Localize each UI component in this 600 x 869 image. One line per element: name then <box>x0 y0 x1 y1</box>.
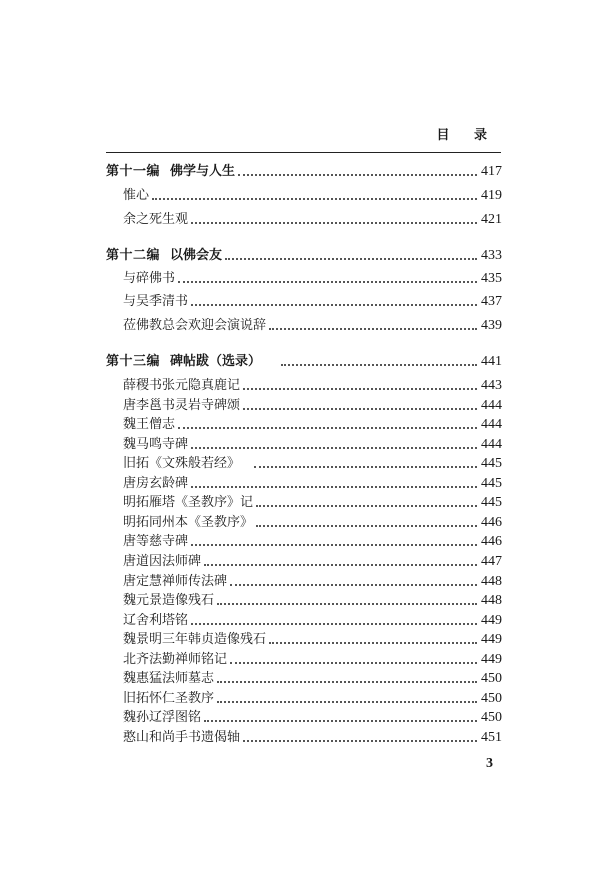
entry-page: 445 <box>481 495 502 510</box>
section-page: 433 <box>481 248 502 263</box>
entry-page: 449 <box>481 652 502 667</box>
entry-title: 与碎佛书 <box>123 271 176 286</box>
entry-title: 魏王僧志 <box>123 417 176 432</box>
dot-leader <box>152 198 477 200</box>
dot-leader <box>217 701 477 703</box>
toc-entry[interactable] <box>106 687 502 707</box>
dot-leader <box>191 623 477 625</box>
toc-entry[interactable] <box>106 433 502 453</box>
entry-page: 439 <box>481 318 502 333</box>
section-name: 碑帖跋（选录） <box>170 354 262 369</box>
section-label: 第十二编 <box>106 248 161 263</box>
section-name: 佛学与人生 <box>170 164 236 179</box>
toc-entry[interactable] <box>106 609 502 629</box>
entry-title: 旧拓《文殊般若经》 <box>123 456 241 471</box>
dot-leader <box>243 388 477 390</box>
dot-leader <box>243 740 477 742</box>
dot-leader <box>217 603 477 605</box>
toc-entry[interactable] <box>106 374 502 394</box>
entry-page: 448 <box>481 593 502 608</box>
dot-leader <box>191 304 477 306</box>
header-title: 目 录 <box>436 128 497 143</box>
entry-title: 魏景明三年韩贞造像残石 <box>123 632 267 647</box>
entry-title: 旧拓怀仁圣教序 <box>123 691 215 706</box>
toc-entry[interactable] <box>106 570 502 590</box>
entry-title: 薛稷书张元隐真鹿记 <box>123 378 241 393</box>
entry-title: 唐定慧禅师传法碑 <box>123 574 228 589</box>
dot-leader <box>256 525 477 527</box>
toc-entry[interactable] <box>106 452 502 472</box>
entry-title: 明拓雁塔《圣教序》记 <box>123 495 254 510</box>
dot-leader <box>254 466 477 468</box>
dot-leader <box>238 174 477 176</box>
page-number: 3 <box>486 756 493 771</box>
entry-page: 419 <box>481 188 502 203</box>
dot-leader <box>191 447 477 449</box>
entry-title: 惟心 <box>123 188 150 203</box>
entry-title: 憨山和尚手书遗偈轴 <box>123 730 241 745</box>
dot-leader <box>243 408 477 410</box>
entry-title: 魏惠猛法师墓志 <box>123 671 215 686</box>
dot-leader <box>204 564 477 566</box>
entry-page: 437 <box>481 294 502 309</box>
entry-page: 450 <box>481 710 502 725</box>
toc-entry[interactable] <box>106 184 502 204</box>
toc-entry[interactable] <box>106 706 502 726</box>
entry-title: 余之死生观 <box>123 212 189 227</box>
toc-entry[interactable] <box>106 667 502 687</box>
entry-page: 450 <box>481 671 502 686</box>
dot-leader <box>191 486 477 488</box>
entry-page: 448 <box>481 574 502 589</box>
entry-title: 明拓同州本《圣教序》 <box>123 515 254 530</box>
entry-page: 445 <box>481 456 502 471</box>
section-label: 第十三编 <box>106 354 161 369</box>
entry-page: 449 <box>481 613 502 628</box>
dot-leader <box>281 364 477 366</box>
toc-entry[interactable] <box>106 511 502 531</box>
entry-title: 魏元景造像残石 <box>123 593 215 608</box>
page-header <box>106 120 501 153</box>
dot-leader <box>230 584 477 586</box>
dot-leader <box>269 642 477 644</box>
toc-entry[interactable] <box>106 628 502 648</box>
toc-entry[interactable] <box>106 472 502 492</box>
section-heading-11[interactable] <box>106 160 502 180</box>
entry-page: 421 <box>481 212 502 227</box>
dot-leader <box>191 544 477 546</box>
entry-title: 辽舍利塔铭 <box>123 613 189 628</box>
entry-page: 446 <box>481 515 502 530</box>
dot-leader <box>256 505 477 507</box>
dot-leader <box>178 281 477 283</box>
entry-title: 北齐法勤禅师铭记 <box>123 652 228 667</box>
section-heading-12[interactable] <box>106 244 502 264</box>
section-page: 441 <box>481 354 502 369</box>
dot-leader <box>204 720 477 722</box>
toc-entry[interactable] <box>106 550 502 570</box>
dot-leader <box>230 662 477 664</box>
toc-entry[interactable] <box>106 290 502 310</box>
entry-title: 唐房玄龄碑 <box>123 476 189 491</box>
entry-title: 魏孙辽浮图铭 <box>123 710 202 725</box>
entry-page: 449 <box>481 632 502 647</box>
entry-page: 444 <box>481 437 502 452</box>
entry-title: 莅佛教总会欢迎会演说辞 <box>123 318 267 333</box>
toc-entry[interactable] <box>106 726 502 746</box>
toc-entry[interactable] <box>106 267 502 287</box>
toc-entry[interactable] <box>106 413 502 433</box>
dot-leader <box>217 681 477 683</box>
dot-leader <box>191 222 477 224</box>
entry-title: 唐李邕书灵岩寺碑颂 <box>123 398 241 413</box>
toc-entry[interactable] <box>106 589 502 609</box>
section-name: 以佛会友 <box>170 248 223 263</box>
entry-title: 魏马鸣寺碑 <box>123 437 189 452</box>
dot-leader <box>225 258 477 260</box>
entry-page: 450 <box>481 691 502 706</box>
entry-page: 447 <box>481 554 502 569</box>
toc-entry[interactable] <box>106 530 502 550</box>
dot-leader <box>269 328 477 330</box>
entry-page: 443 <box>481 378 502 393</box>
toc-entry[interactable] <box>106 648 502 668</box>
toc-entry[interactable] <box>106 208 502 228</box>
toc-entry[interactable] <box>106 491 502 511</box>
entry-page: 444 <box>481 398 502 413</box>
section-page: 417 <box>481 164 502 179</box>
entry-title: 唐等慈寺碑 <box>123 534 189 549</box>
dot-leader <box>178 427 477 429</box>
entry-page: 445 <box>481 476 502 491</box>
entry-page: 444 <box>481 417 502 432</box>
entry-title: 唐道因法师碑 <box>123 554 202 569</box>
toc-entry[interactable] <box>106 394 502 414</box>
entry-page: 451 <box>481 730 502 745</box>
entry-page: 446 <box>481 534 502 549</box>
entry-page: 435 <box>481 271 502 286</box>
section-heading-13[interactable] <box>106 350 502 370</box>
entry-title: 与吴季清书 <box>123 294 189 309</box>
section-label: 第十一编 <box>106 164 161 179</box>
toc-entry[interactable] <box>106 314 502 334</box>
